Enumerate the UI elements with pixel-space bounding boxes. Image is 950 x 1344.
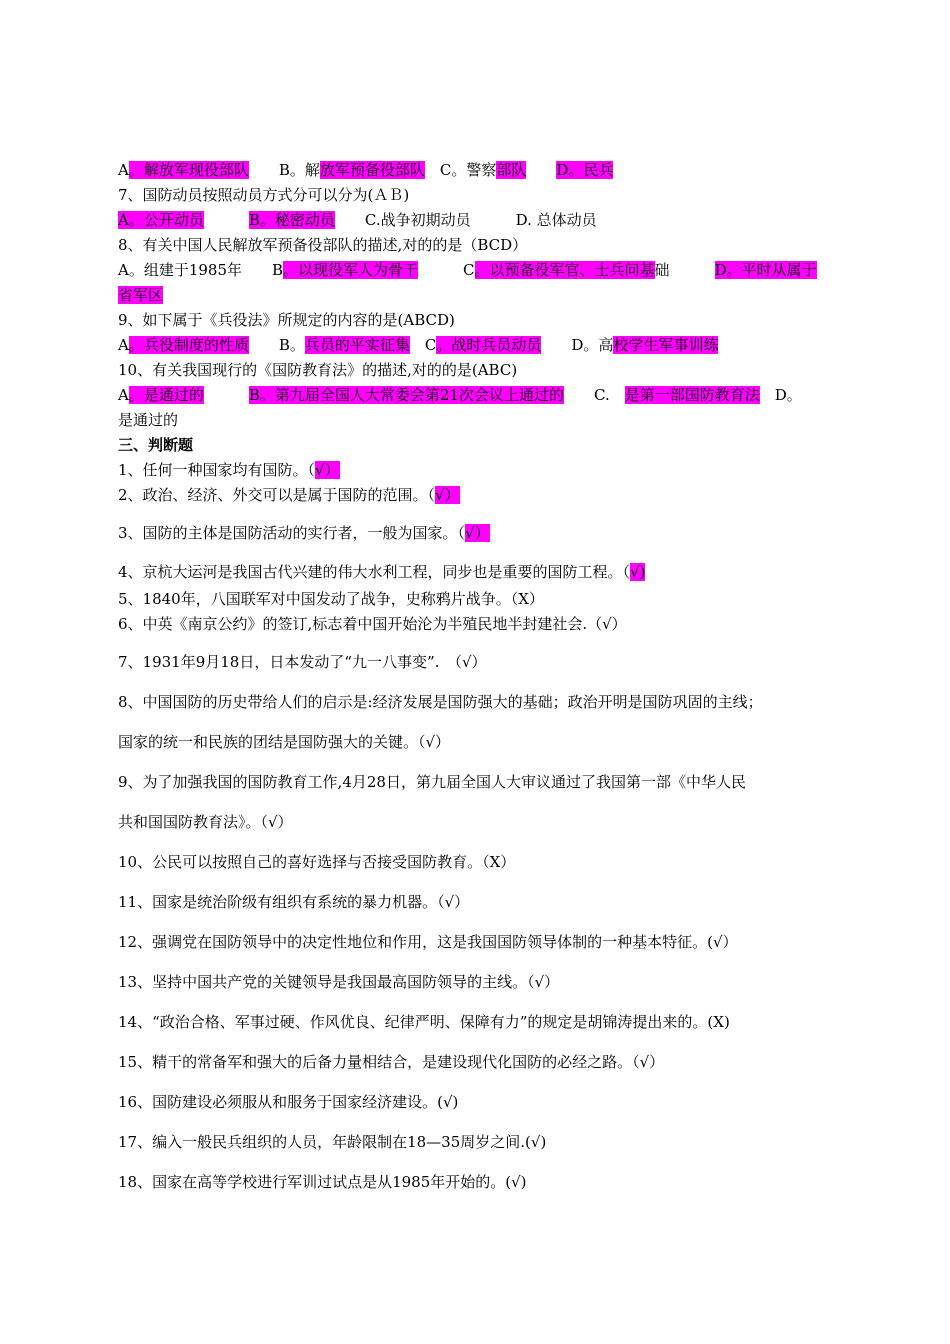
text-segment: A。组建于1985年 B [118,261,284,279]
text-segment: 2、政治、经济、外交可以是属于国防的范围。（ [118,486,436,504]
highlighted-text: B。秘密动员 [248,211,335,229]
tf-item-1 [118,460,340,480]
question-10 [118,360,517,380]
text-segment: 础 [654,261,715,279]
line-mc-6-options [118,160,613,180]
text-segment: 国家的统一和民族的团结是国防强大的关键。（√） [118,733,451,751]
tf-item-7 [118,652,487,672]
tf-item-8 [118,692,763,712]
text-segment: 10、公民可以按照自己的喜好选择与否接受国防教育。（X） [118,853,516,871]
text-segment: C。警察 [424,161,497,179]
text-segment: 是通过的 [118,411,179,429]
highlighted-text: 省军区 [118,286,164,304]
text-segment: 16、国防建设必须服从和服务于国家经济建设。(√) [118,1093,459,1111]
text-segment: 13、坚持中国共产党的关键领导是我国最高国防领导的主线。（√） [118,973,560,991]
highlighted-text: D。民兵 [556,161,614,179]
text-segment: 11、国家是统治阶级有组织有系统的暴力机器。（√） [118,893,470,911]
text-segment: 三、判断题 [118,436,194,454]
highlighted-text: 。是通过的 [128,386,204,404]
question-7 [118,185,409,205]
tf-item-3 [118,523,490,543]
text-segment: C.战争初期动员 D. 总体动员 [334,211,597,229]
highlighted-text: √） [465,524,490,542]
text-segment: 10、有关我国现行的《国防教育法》的描述,对的的是(ABC) [118,361,518,379]
text-segment: 12、强调党在国防领导中的决定性地位和作用，这是我国国防领导体制的一种基本特征。(√） [118,933,738,951]
text-segment: A [118,336,129,354]
tf-item-4 [118,562,645,582]
text-segment [526,161,556,179]
highlighted-text: 部队 [496,161,527,179]
text-segment: 3、国防的主体是国防活动的实行者，一般为国家。（ [118,524,466,542]
highlighted-text: 。以现役军人为骨干 [283,261,419,279]
line-mc-10-options [118,385,802,405]
tf-item-5 [118,589,544,609]
text-segment: 8、有关中国人民解放军预备役部队的描述,对的的是（BCD） [118,236,528,254]
line-mc-7-options [118,210,597,230]
text-segment: C [409,336,437,354]
text-segment: C [418,261,475,279]
text-segment: A [118,386,129,404]
question-8 [118,235,527,255]
line-mc-8-options [118,260,817,280]
highlighted-text: B。第九届全国人大常委会第21次会议上通过的 [248,386,564,404]
highlighted-text: A。公开动员 [118,211,204,229]
highlighted-text: 。兵役制度的性质 [128,336,249,354]
highlighted-text: √) [630,563,646,581]
highlighted-text: 。以预备役军官、士兵问基 [474,261,655,279]
tf-item-17 [118,1132,546,1152]
text-segment: 8、中国国防的历史带给人们的启示是:经济发展是国防强大的基础；政治开明是国防巩固的主线； [118,693,763,711]
highlighted-text: √） [435,486,460,504]
highlighted-text: 放军预备役部队 [319,161,425,179]
line-mc-8-options-cont [118,285,163,305]
text-segment: A [118,161,129,179]
text-segment: D。 [759,386,802,404]
text-segment: 共和国国防教育法》。（√） [118,813,293,831]
highlighted-text: 。解放军现役部队 [128,161,249,179]
text-segment: 9、如下属于《兵役法》所规定的内容的是(ABCD) [118,311,455,329]
text-segment: 6、中英《南京公约》的签订,标志着中国开始沦为半殖民地半封建社会.（√） [118,615,627,633]
highlighted-text: √） [315,461,340,479]
text-segment: 5、1840年，八国联军对中国发动了战争，史称鸦片战争。（X） [118,590,544,608]
tf-item-6 [118,614,627,634]
text-segment: C. [564,386,625,404]
tf-item-12 [118,932,738,952]
tf-item-2 [118,485,460,505]
tf-item-9 [118,772,746,792]
text-segment: D。高 [541,336,614,354]
text-segment: 4、京杭大运河是我国古代兴建的伟大水利工程，同步也是重要的国防工程。（ [118,563,631,581]
text-segment: 18、国家在高等学校进行军训过试点是从1985年开始的。(√) [118,1173,527,1191]
text-segment: 9、为了加强我国的国防教育工作,4月28日，第九届全国人大审议通过了我国第一部《中华人民 [118,773,746,791]
line-mc-10-options-cont [118,410,178,430]
text-segment: 1、任何一种国家均有国防。（ [118,461,316,479]
text-segment: 15、精干的常备军和强大的后备力量相结合，是建设现代化国防的必经之路。（√） [118,1053,665,1071]
highlighted-text: D。平时从属于 [714,261,817,279]
tf-item-9-cont [118,812,293,832]
highlighted-text: 校学生军事训练 [613,336,719,354]
tf-item-11 [118,892,469,912]
highlighted-text: 是第一部国防教育法 [624,386,760,404]
question-9 [118,310,455,330]
line-mc-9-options [118,335,718,355]
text-segment: B。解 [248,161,320,179]
text-segment [204,211,249,229]
highlighted-text: 。战时兵员动员 [436,336,542,354]
text-segment: 17、编入一般民兵组织的人员，年龄限制在18—35周岁之间.(√) [118,1133,547,1151]
text-segment: 7、国防动员按照动员方式分可以分为(ＡＢ) [118,186,410,204]
tf-item-18 [118,1172,527,1192]
tf-item-15 [118,1052,664,1072]
tf-item-16 [118,1092,458,1112]
tf-item-10 [118,852,515,872]
text-segment [204,386,249,404]
section-heading [118,435,193,455]
tf-item-14 [118,1012,730,1032]
highlighted-text: 兵员的平实征集 [304,336,410,354]
tf-item-13 [118,972,559,992]
text-segment: 7、1931年9月18日，日本发动了“九一八事变”. （√） [118,653,487,671]
text-segment: 14、“政治合格、军事过硬、作风优良、纪律严明、保障有力”的规定是胡锦涛提出来的。(X) [118,1013,730,1031]
tf-item-8-cont [118,732,450,752]
text-segment: B。 [248,336,305,354]
